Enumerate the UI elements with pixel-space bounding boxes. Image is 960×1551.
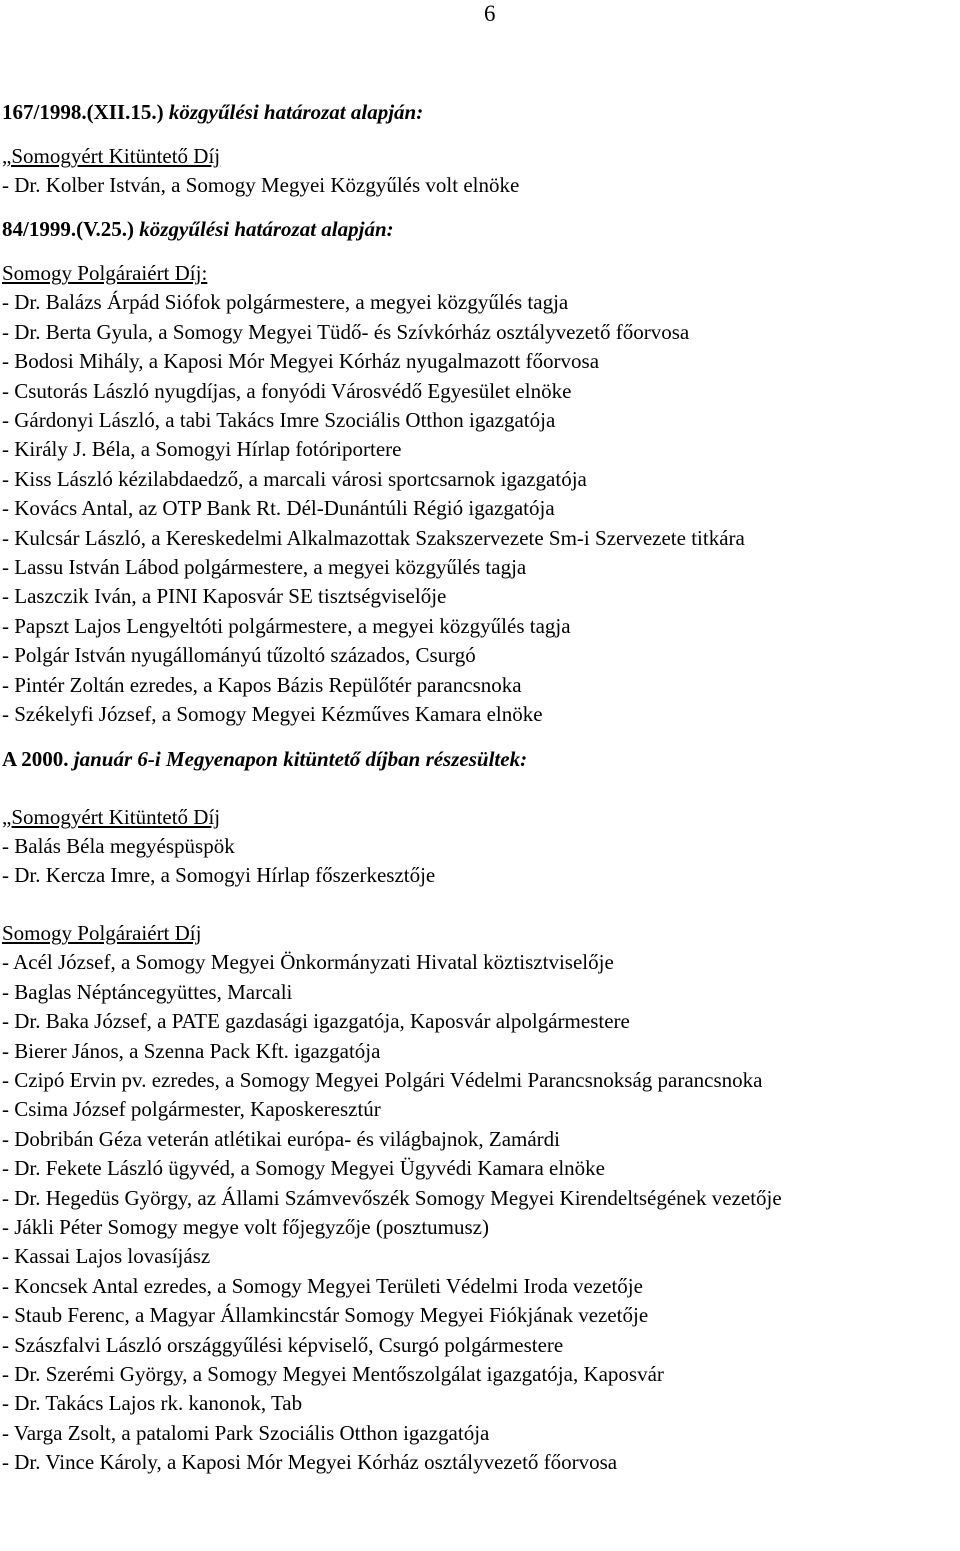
recipient-item: - Acél József, a Somogy Megyei Önkormányzati Hivatal köztisztviselője bbox=[2, 950, 614, 975]
recipient-item: - Koncsek Antal ezredes, a Somogy Megyei Területi Védelmi Iroda vezetője bbox=[2, 1273, 643, 1298]
section-heading: 167/1998.(XII.15.) közgyűlési határozat alapján: bbox=[2, 100, 424, 124]
award-title: „Somogyért Kitüntető Díj bbox=[2, 804, 221, 829]
recipient-item: - Dr. Hegedüs György, az Állami Számvevőszék Somogy Megyei Kirendeltségének vezetője bbox=[2, 1185, 782, 1210]
recipient-item: - Papszt Lajos Lengyeltóti polgármestere, a megyei közgyűlés tagja bbox=[2, 613, 571, 638]
recipient-item: - Dr. Takács Lajos rk. kanonok, Tab bbox=[2, 1391, 303, 1416]
recipient-item: - Dr. Fekete László ügyvéd, a Somogy Megyei Ügyvédi Kamara elnöke bbox=[2, 1156, 606, 1181]
recipient-item: - Laszczik Iván, a PINI Kaposvár SE tisztségviselője bbox=[2, 584, 447, 609]
section-heading: 84/1999.(V.25.) közgyűlési határozat alapján: bbox=[2, 217, 394, 242]
recipient-item: - Csutorás László nyugdíjas, a fonyódi Városvédő Egyesület elnöke bbox=[2, 378, 572, 403]
recipient-item: - Kiss László kézilabdaedző, a marcali városi sportcsarnok igazgatója bbox=[2, 466, 587, 491]
recipient-item: - Lassu István Lábod polgármestere, a megyei közgyűlés tagja bbox=[2, 555, 527, 580]
recipient-item: - Dr. Balázs Árpád Siófok polgármestere, a megyei közgyűlés tagja bbox=[2, 290, 569, 315]
section-heading: A 2000. január 6-i Megyenapon kitüntető díjban részesültek: bbox=[2, 746, 528, 771]
recipient-item: - Csima József polgármester, Kaposkeresztúr bbox=[2, 1097, 381, 1122]
page-number: 6 bbox=[484, 1, 496, 26]
resolution-number: 167/1998.(XII.15.) bbox=[2, 100, 164, 124]
resolution-number: 84/1999.(V.25.) bbox=[2, 217, 135, 242]
recipient-item: - Szászfalvi László országgyűlési képviselő, Csurgó polgármestere bbox=[2, 1332, 564, 1357]
recipient-item: - Dr. Kolber István, a Somogy Megyei Közgyűlés volt elnöke bbox=[2, 173, 520, 197]
award-title: Somogy Polgáraiért Díj: bbox=[2, 261, 208, 286]
recipient-item: - Kulcsár László, a Kereskedelmi Alkalmazottak Szakszervezete Sm-i Szervezete titkára bbox=[2, 525, 745, 550]
document-body bbox=[2, 98, 960, 1478]
recipient-item: - Jákli Péter Somogy megye volt főjegyzője (posztumusz) bbox=[2, 1214, 489, 1239]
recipient-item: - Kovács Antal, az OTP Bank Rt. Dél-Dunántúli Régió igazgatója bbox=[2, 496, 555, 521]
recipient-item: - Dr. Vince Károly, a Kaposi Mór Megyei Kórház osztályvezető főorvosa bbox=[2, 1450, 618, 1475]
recipient-item: - Bierer János, a Szenna Pack Kft. igazgatója bbox=[2, 1038, 381, 1063]
recipient-item: - Czipó Ervin pv. ezredes, a Somogy Megyei Polgári Védelmi Parancsnokság parancsnoka bbox=[2, 1067, 763, 1092]
recipient-item: - Varga Zsolt, a patalomi Park Szociális Otthon igazgatója bbox=[2, 1420, 490, 1445]
recipient-item: - Kassai Lajos lovasíjász bbox=[2, 1244, 211, 1269]
recipient-item: - Gárdonyi László, a tabi Takács Imre Szociális Otthon igazgatója bbox=[2, 408, 556, 433]
recipient-item: - Dobribán Géza veterán atlétikai európa- és világbajnok, Zamárdi bbox=[2, 1126, 561, 1151]
award-title: „Somogyért Kitüntető Díj bbox=[2, 144, 221, 168]
recipient-item: - Bodosi Mihály, a Kaposi Mór Megyei Kórház nyugalmazott főorvosa bbox=[2, 349, 600, 374]
recipient-item: - Pintér Zoltán ezredes, a Kapos Bázis Repülőtér parancsnoka bbox=[2, 672, 522, 697]
recipient-item: - Dr. Kercza Imre, a Somogyi Hírlap főszerkesztője bbox=[2, 862, 436, 887]
recipient-item: - Dr. Szerémi György, a Somogy Megyei Mentőszolgálat igazgatója, Kaposvár bbox=[2, 1362, 664, 1386]
recipient-item: - Székelyfi József, a Somogy Megyei Kézműves Kamara elnöke bbox=[2, 702, 543, 727]
recipient-item: - Király J. Béla, a Somogyi Hírlap fotóriportere bbox=[2, 437, 402, 462]
recipient-item: - Balás Béla megyéspüspök bbox=[2, 833, 235, 858]
award-title: Somogy Polgáraiért Díj bbox=[2, 921, 202, 946]
recipient-item: - Dr. Berta Gyula, a Somogy Megyei Tüdő- és Szívkórház osztályvezető főorvosa bbox=[2, 319, 690, 344]
recipient-item: - Baglas Néptáncegyüttes, Marcali bbox=[2, 979, 293, 1004]
recipient-item: - Polgár István nyugállományú tűzoltó százados, Csurgó bbox=[2, 643, 476, 668]
recipient-item: - Dr. Baka József, a PATE gazdasági igazgatója, Kaposvár alpolgármestere bbox=[2, 1009, 630, 1034]
recipient-item: - Staub Ferenc, a Magyar Államkincstár Somogy Megyei Fiókjának vezetője bbox=[2, 1303, 649, 1328]
year-label: A 2000. bbox=[2, 746, 69, 771]
